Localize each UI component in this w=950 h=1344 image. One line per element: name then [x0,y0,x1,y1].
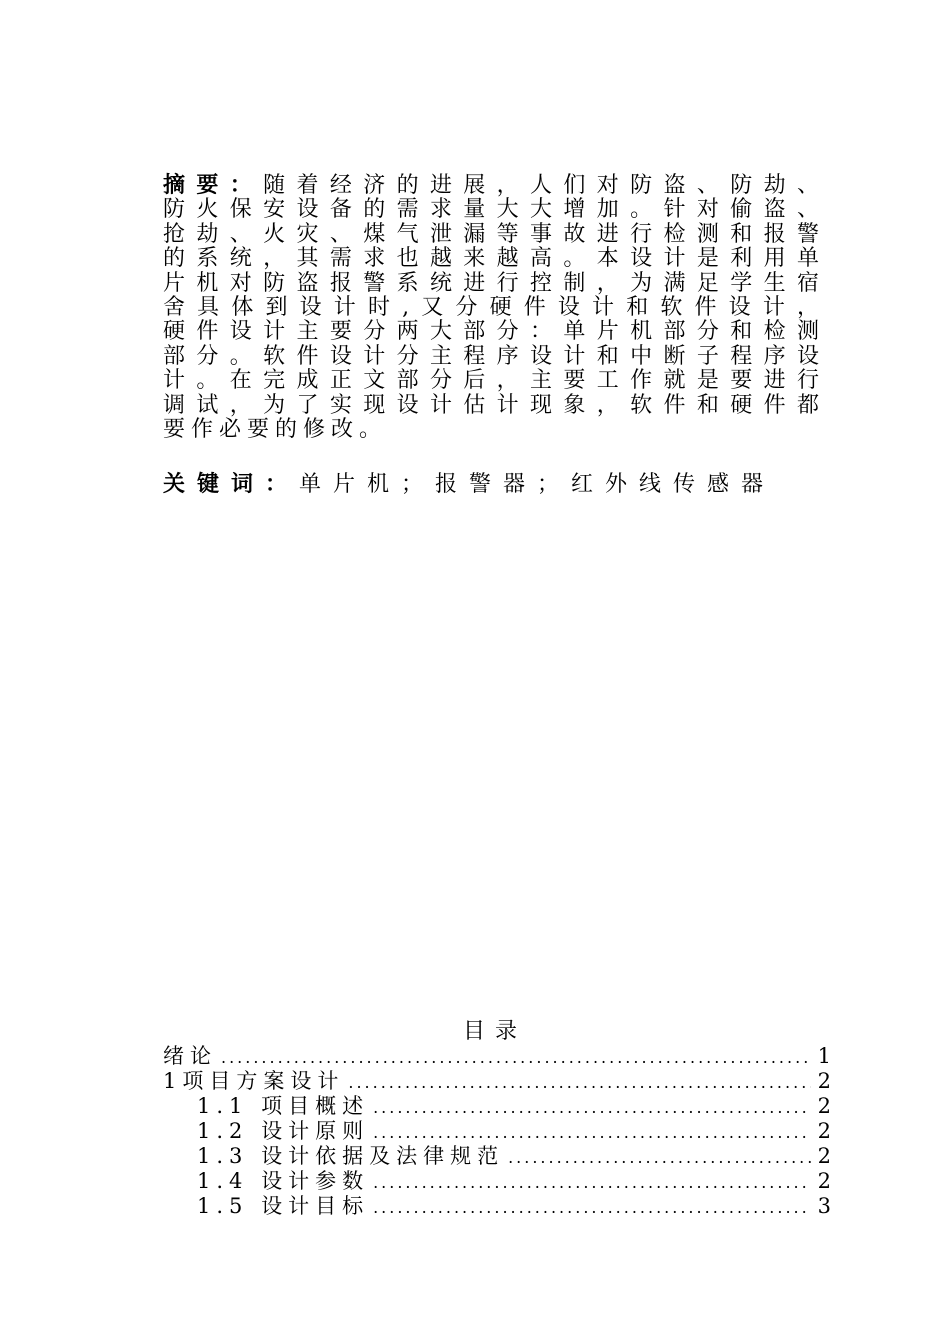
keywords-text: 单片机；报警器；红外线传感器 [299,472,776,497]
keywords [163,470,775,499]
toc-entry[interactable] [163,1144,831,1169]
table-of-contents [163,1044,831,1219]
toc-entry-label: 1项目方案设计 [163,1069,345,1093]
toc-entry[interactable] [163,1169,831,1194]
toc-entry-page: 2 [817,1094,831,1118]
abstract-line-7: 硬件设计主要分两大部分：单片机部分和检测 [163,319,825,345]
abstract-line-1: 摘要：随着经济的进展，人们对防盗、防劫、 [163,172,825,198]
toc-leader-dots [348,1070,811,1095]
abstract-line-5: 片机对防盗报警系统进行控制，为满足学生宿 [163,270,825,296]
toc-leader-dots [373,1120,811,1145]
abstract-line-6: 舍具体到设计时,又分硬件设计和软件设计， [163,295,825,321]
toc-leader-dots [508,1145,811,1170]
abstract-line-3: 抢劫、火灾、煤气泄漏等事故进行检测和报警 [163,221,825,247]
toc-entry[interactable] [163,1044,831,1069]
abstract-line-10: 调试，为了实现设计估计现象，软件和硬件都 [163,392,825,418]
toc-entry-label: 1.2 设计原则 [197,1119,370,1143]
toc-entry-label: 1.1 项目概述 [197,1094,370,1118]
keywords-label: 关键词： [163,471,300,497]
abstract-line-2: 防火保安设备的需求量大大增加。针对偷盗、 [163,197,825,223]
abstract-line-11: 要作必要的修改。 [163,417,388,443]
toc-entry[interactable] [163,1094,831,1119]
toc-entry-page: 2 [817,1169,831,1193]
toc-entry-page: 2 [817,1144,831,1168]
toc-entry-page: 1 [817,1044,831,1068]
toc-entry-label: 1.4 设计参数 [197,1169,370,1193]
abstract-line-4: 的系统，其需求也越来越高。本设计是利用单 [163,246,825,272]
toc-entry-label: 1.5 设计目标 [197,1194,370,1218]
abstract-line-8: 部分。软件设计分主程序设计和中断子程序设 [163,343,825,369]
toc-entry-page: 3 [817,1194,831,1218]
toc-leader-dots [373,1095,811,1120]
toc-entry-label: 1.3 设计依据及法律规范 [197,1144,505,1168]
toc-entry[interactable] [163,1194,831,1219]
toc-leader-dots [373,1195,811,1220]
toc-entry-label: 绪论 [163,1044,217,1068]
toc-entry[interactable] [163,1069,831,1094]
abstract-line-9: 计。在完成正文部分后，主要工作就是要进行 [163,368,825,394]
toc-leader-dots [221,1045,811,1070]
toc-entry-page: 2 [817,1119,831,1143]
toc-title: 目录 [462,1019,527,1044]
toc-entry[interactable] [163,1119,831,1144]
abstract-paragraph [163,173,825,442]
abstract-label: 摘要： [163,172,264,198]
toc-leader-dots [373,1170,811,1195]
toc-entry-page: 2 [817,1069,831,1093]
